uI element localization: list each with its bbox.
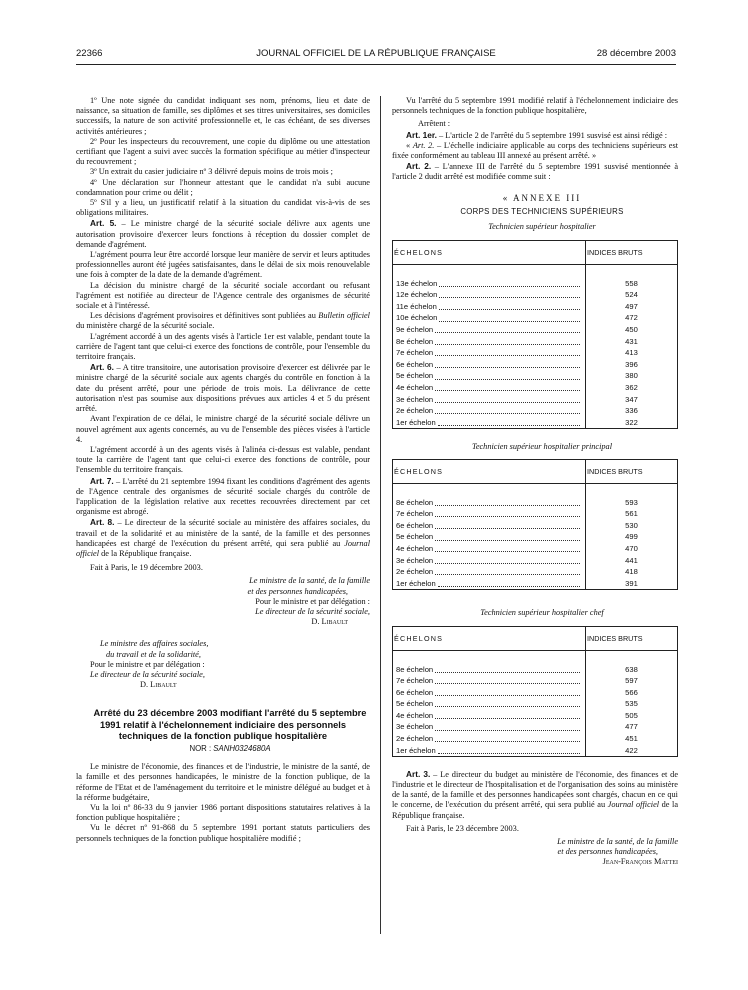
article-6: Art. 6. – A titre transitoire, une autorisation provisoire d'exercer est délivrée par le ministre chargé de la sécurité sociale aux agents chargés du contrôle en fonction à la date du présent arrêté, pour une période de trois mois. La délivrance de cette autorisation n'est pas soumise aux dispositions prévues aux articles 4 et 5 du présent arrêté. [76,362,371,414]
paragraph: Les décisions d'agrément provisoires et définitives sont publiées au Bulletin officiel du ministère chargé de la sécurité sociale. [76,311,370,331]
indice-brut-value: 524 [586,289,678,301]
column-header-echelons: ÉCHELONS [393,241,586,265]
fait-a-paris: Fait à Paris, le 19 décembre 2003. [90,563,203,573]
table-row [393,675,678,687]
leader-dots [435,344,580,345]
article-5: Art. 5. – Le ministre chargé de la sécurité sociale délivre aux agents une autorisation provisoire d'exercer leurs fonctions à réception du dossier complet de demande d'agrément. [76,218,371,249]
table-row [393,709,678,721]
table-row [393,416,678,428]
indice-brut-value: 470 [586,543,678,555]
table-row [393,289,678,301]
table-row [393,686,678,698]
signature-block-affaires-sociales: Le ministre des affaires sociales, du travail et de la solidarité, Pour le ministre et par délégation : Le directeur de la sécurité sociale, D. Libault [90,639,209,690]
echelon-label: 5e échelon [396,699,434,709]
echelon-label: 3e échelon [396,722,434,732]
header-rule [76,64,676,65]
leader-dots [439,309,580,310]
article-label: Art. 8. [90,517,115,528]
leader-dots [435,540,580,541]
signature-block-mattei: Le ministre de la santé, de la famille et des personnes handicapées, Jean-François Mattei [557,837,678,867]
leader-dots [439,286,580,287]
indice-brut-value: 362 [586,382,678,394]
leader-dots [435,741,580,742]
indice-brut-value: 472 [586,312,678,324]
indice-brut-value: 535 [586,698,678,710]
echelons-table [392,626,678,757]
table-row [393,300,678,312]
echelon-label: 5e échelon [396,371,434,381]
echelon-label: 4e échelon [396,382,434,392]
table-caption: Technicien supérieur hospitalier chef [480,607,604,617]
table-row [393,543,678,555]
leader-dots [438,586,580,587]
column-divider [380,96,381,934]
paragraph: Avant l'expiration de ce délai, le ministre chargé de la sécurité sociale délivre un nouvel agrément aux agents concernés, au vu de l'ensemble des pièces visées à l'article 4. [76,414,370,444]
echelon-label: 6e échelon [396,520,434,530]
leader-dots [435,730,580,731]
table-row [393,733,678,745]
paragraph: Le ministre de l'économie, des finances et de l'industrie, le ministre de la santé, de la famille et des personnes handicapées, le ministre de la fonction publique, de la réforme de l'Etat et de l'aménagement du territoire et le ministre délégué au budget et à la réforme budgétaire, [76,762,370,802]
table-caption: Technicien supérieur hospitalier principal [471,441,613,451]
leader-dots [435,718,580,719]
issue-date: 28 décembre 2003 [596,48,676,59]
indice-brut-value: 566 [586,686,678,698]
indice-brut-value: 413 [586,347,678,359]
article-2: Art. 2. – L'annexe III de l'arrêté du 5 septembre 1991 susvisé mentionnée à l'article 2 dudit arrêté est modifiée comme suit : [392,161,678,182]
table-row [393,405,678,417]
echelon-label: 12e échelon [396,290,438,300]
paragraph: La décision du ministre chargé de la sécurité sociale accordant ou refusant l'agrément est notifiée au directeur de l'Agence centrale des organismes de sécurité sociale et à l'intéressé. [76,280,370,311]
table-row [393,519,678,531]
leader-dots [435,355,580,356]
leader-dots [435,367,580,368]
signature-block-sante: Le ministre de la santé, de la famille et des personnes handicapées, Pour le ministre et par délégation : Le directeur de la sécurité sociale, D. Libault [247,576,370,627]
article-label: Art. 3. [406,768,431,779]
table-row [393,508,678,520]
article-label: Art. 6. [90,362,114,373]
signatory-name: Jean-François Mattei [602,857,678,867]
table-row [393,744,678,756]
article-label: Art. 5. [90,218,117,229]
indice-brut-value: 391 [586,577,678,589]
table-row [393,312,678,324]
column-header-indices: INDICES BRUTS [586,627,678,651]
indice-brut-value: 422 [586,744,678,756]
indice-brut-value: 451 [586,733,678,745]
leader-dots [435,505,580,506]
table-row [393,484,678,508]
paragraph: 1º Une note signée du candidat indiquant ses nom, prénoms, lieu et date de naissance, sa situation de famille, ses diplômes et ses titres universitaires, ses domiciles successifs, la nature de son activité professionnelle et, le cas échéant, de ses diverses activités antérieures ; [76,96,370,136]
echelon-label: 1er échelon [396,578,436,588]
right-column [392,96,678,868]
indice-brut-value: 499 [586,531,678,543]
table-caption: Technicien supérieur hospitalier [488,222,596,232]
fait-a-paris: Fait à Paris, le 23 décembre 2003. [406,823,519,833]
paragraph: 5º S'il y a lieu, un justificatif relatif à la situation du candidat vis-à-vis de ses obligations militaires. [76,198,370,218]
nor-reference: NOR : SANH0324680A [189,743,271,753]
arretent: Arrêtent : [418,119,451,129]
leader-dots [435,551,580,552]
left-column [76,96,370,844]
leader-dots [435,706,580,707]
journal-officiel-ref: Journal officiel [607,800,660,810]
column-header-indices: INDICES BRUTS [586,241,678,265]
table-row [393,370,678,382]
indice-brut-value: 450 [586,324,678,336]
page-header [76,48,676,62]
indice-brut-value: 477 [586,721,678,733]
echelon-label: 4e échelon [396,710,434,720]
indice-brut-value: 418 [586,566,678,578]
leader-dots [435,563,580,564]
echelon-label: 7e échelon [396,676,434,686]
table-row [393,531,678,543]
table-row [393,324,678,336]
column-header-echelons: ÉCHELONS [393,627,586,651]
echelon-label: 3e échelon [396,555,434,565]
echelon-label: 13e échelon [396,278,438,288]
echelon-label: 2e échelon [396,406,434,416]
echelon-label: 1er échelon [396,417,436,427]
article-1: Art. 1er. – L'article 2 de l'arrêté du 5 septembre 1991 susvisé est ainsi rédigé : [406,129,668,140]
table-row [393,698,678,710]
leader-dots [435,390,580,391]
table-row [393,382,678,394]
journal-officiel-ref: Journal officiel [76,538,370,558]
indice-brut-value: 530 [586,519,678,531]
echelon-label: 8e échelon [396,497,434,507]
indice-brut-value: 593 [586,484,678,508]
paragraph: Vu la loi nº 86-33 du 9 janvier 1986 portant dispositions statutaires relatives à la fonction publique hospitalière ; [76,803,370,823]
table-row [393,265,678,289]
indice-brut-value: 497 [586,300,678,312]
article-7: Art. 7. – L'arrêté du 21 septembre 1994 fixant les conditions d'agrément des agents de l'Agence centrale des organismes de sécurité sociale chargés du contrôle de l'application de la législation relative aux recettes recouvrées directement par cet organisme est abrogé. [76,475,370,517]
echelon-label: 5e échelon [396,532,434,542]
table-row [393,393,678,405]
leader-dots [439,321,580,322]
signatory-name: D. Libault [311,617,348,627]
paragraph: Vu le décret nº 91-868 du 5 septembre 1991 portant statuts particuliers des personnels techniques de la fonction publique hospitalière modifié ; [76,823,370,843]
echelon-label: 2e échelon [396,734,434,744]
paragraph: 2º Pour les inspecteurs du recouvrement, une copie du diplôme ou une attestation certifiant que l'agent a suivi avec succès la formation spécifique au métier d'inspecteur du recouvrement ; [76,136,370,167]
indice-brut-value: 561 [586,508,678,520]
indice-brut-value: 322 [586,416,678,428]
leader-dots [439,297,580,298]
indice-brut-value: 505 [586,709,678,721]
indice-brut-value: 638 [586,651,678,675]
table-row [393,358,678,370]
echelon-label: 1er échelon [396,745,436,755]
echelon-label: 11e échelon [396,301,437,311]
leader-dots [435,695,580,696]
page-number: 22366 [76,48,103,59]
leader-dots [435,413,580,414]
echelon-label: 8e échelon [396,664,434,674]
indice-brut-value: 347 [586,393,678,405]
bulletin-officiel-ref: Bulletin officiel [318,311,370,321]
leader-dots [435,379,580,380]
paragraph: « Art. 2. – L'échelle indiciaire applicable au corps des techniciens supérieurs est fixée conformément au tableau III annexé au présent arrêté. » [392,140,679,161]
annex-title: « ANNEXE III [502,192,582,203]
column-header-echelons: ÉCHELONS [393,460,586,484]
indice-brut-value: 558 [586,265,678,289]
leader-dots [435,516,580,517]
indice-brut-value: 380 [586,370,678,382]
indice-brut-value: 396 [586,358,678,370]
article-8: Art. 8. – Le directeur de la sécurité sociale au ministère des affaires sociales, du travail et de la solidarité et au ministère de la santé, de la famille et des personnes handicapées est chargé de l'exécution du présent arrêté, qui sera publié au Journal officiel de la République française. [76,517,370,558]
leader-dots [435,574,580,575]
echelons-table [392,459,678,590]
table-row [393,566,678,578]
table-row [393,335,678,347]
indice-brut-value: 441 [586,554,678,566]
leader-dots [435,332,580,333]
article-label: Art. 7. [90,475,114,486]
echelon-label: 7e échelon [396,509,434,519]
echelon-label: 10e échelon [396,313,438,323]
echelon-label: 6e échelon [396,359,434,369]
echelon-label: 4e échelon [396,543,434,553]
paragraph: 3º Un extrait du casier judiciaire nº 3 délivré depuis moins de trois mois ; [90,167,333,177]
table-row [393,347,678,359]
article-label: Art. 2. [406,161,432,172]
table-row [393,577,678,589]
paragraph: L'agrément pourra leur être accordé lorsque leur manière de servir et leurs aptitudes professionnelles auront été jugées satisfaisantes, dans le délai de six mois renouvelable une fois à compter de la date de la demande d'agrément. [76,250,370,280]
indice-brut-value: 431 [586,335,678,347]
leader-dots [435,402,580,403]
indice-brut-value: 597 [586,675,678,687]
echelon-label: 2e échelon [396,567,434,577]
journal-title: JOURNAL OFFICIEL DE LA RÉPUBLIQUE FRANÇAISE [256,48,496,59]
indice-brut-value: 336 [586,405,678,417]
table-row [393,651,678,675]
paragraph: L'agrément accordé à un des agents visés à l'article 1er est valable, pendant toute la carrière de l'agent tant que celui-ci exerce des fonctions de contrôle, pour l'ensemble du territoire français. [76,331,370,362]
leader-dots [435,672,580,673]
column-header-indices: INDICES BRUTS [586,460,678,484]
echelon-label: 6e échelon [396,687,434,697]
article-label: Art. 1er. [406,129,437,140]
leader-dots [438,753,580,754]
table-row [393,554,678,566]
leader-dots [435,528,580,529]
echelons-table [392,240,678,429]
corps-title: CORPS DES TECHNICIENS SUPÉRIEURS [460,206,624,216]
echelon-label: 8e échelon [396,336,434,346]
paragraph: L'agrément accordé à un des agents visés à l'alinéa ci-dessus est valable, pendant toute la carrière de l'agent tant que celui-ci exerce des fonctions de contrôle, pour l'ensemble du territoire français. [76,444,370,475]
leader-dots [435,683,580,684]
echelon-label: 7e échelon [396,348,434,358]
table-row [393,721,678,733]
echelon-label: 3e échelon [396,394,434,404]
article-3: Art. 3. – Le directeur du budget au ministère de l'économie, des finances et de l'industrie et le directeur de l'hospitalisation et de l'organisation des soins au ministère de la santé, de la famille et des personnes handicapées sont chargés, chacun en ce qui le concerne, de l'exécution du présent arrêté, qui sera publié au Journal officiel de la République française. [392,768,679,820]
paragraph: 4º Une déclaration sur l'honneur attestant que le candidat n'a subi aucune condamnation pour crime ou délit ; [76,177,370,197]
paragraph: Vu l'arrêté du 5 septembre 1991 modifié relatif à l'échelonnement indiciaire des personnels techniques de la fonction publique hospitalière, [392,96,678,116]
signatory-name: D. Libault [140,680,177,690]
leader-dots [438,425,580,426]
decree-title: Arrêté du 23 décembre 2003 modifiant l'arrêté du 5 septembre 1991 relatif à l'échelonnement indiciaire des personnels techniques de la fonction publique hospitalière [93,708,367,741]
echelon-label: 9e échelon [396,325,434,334]
